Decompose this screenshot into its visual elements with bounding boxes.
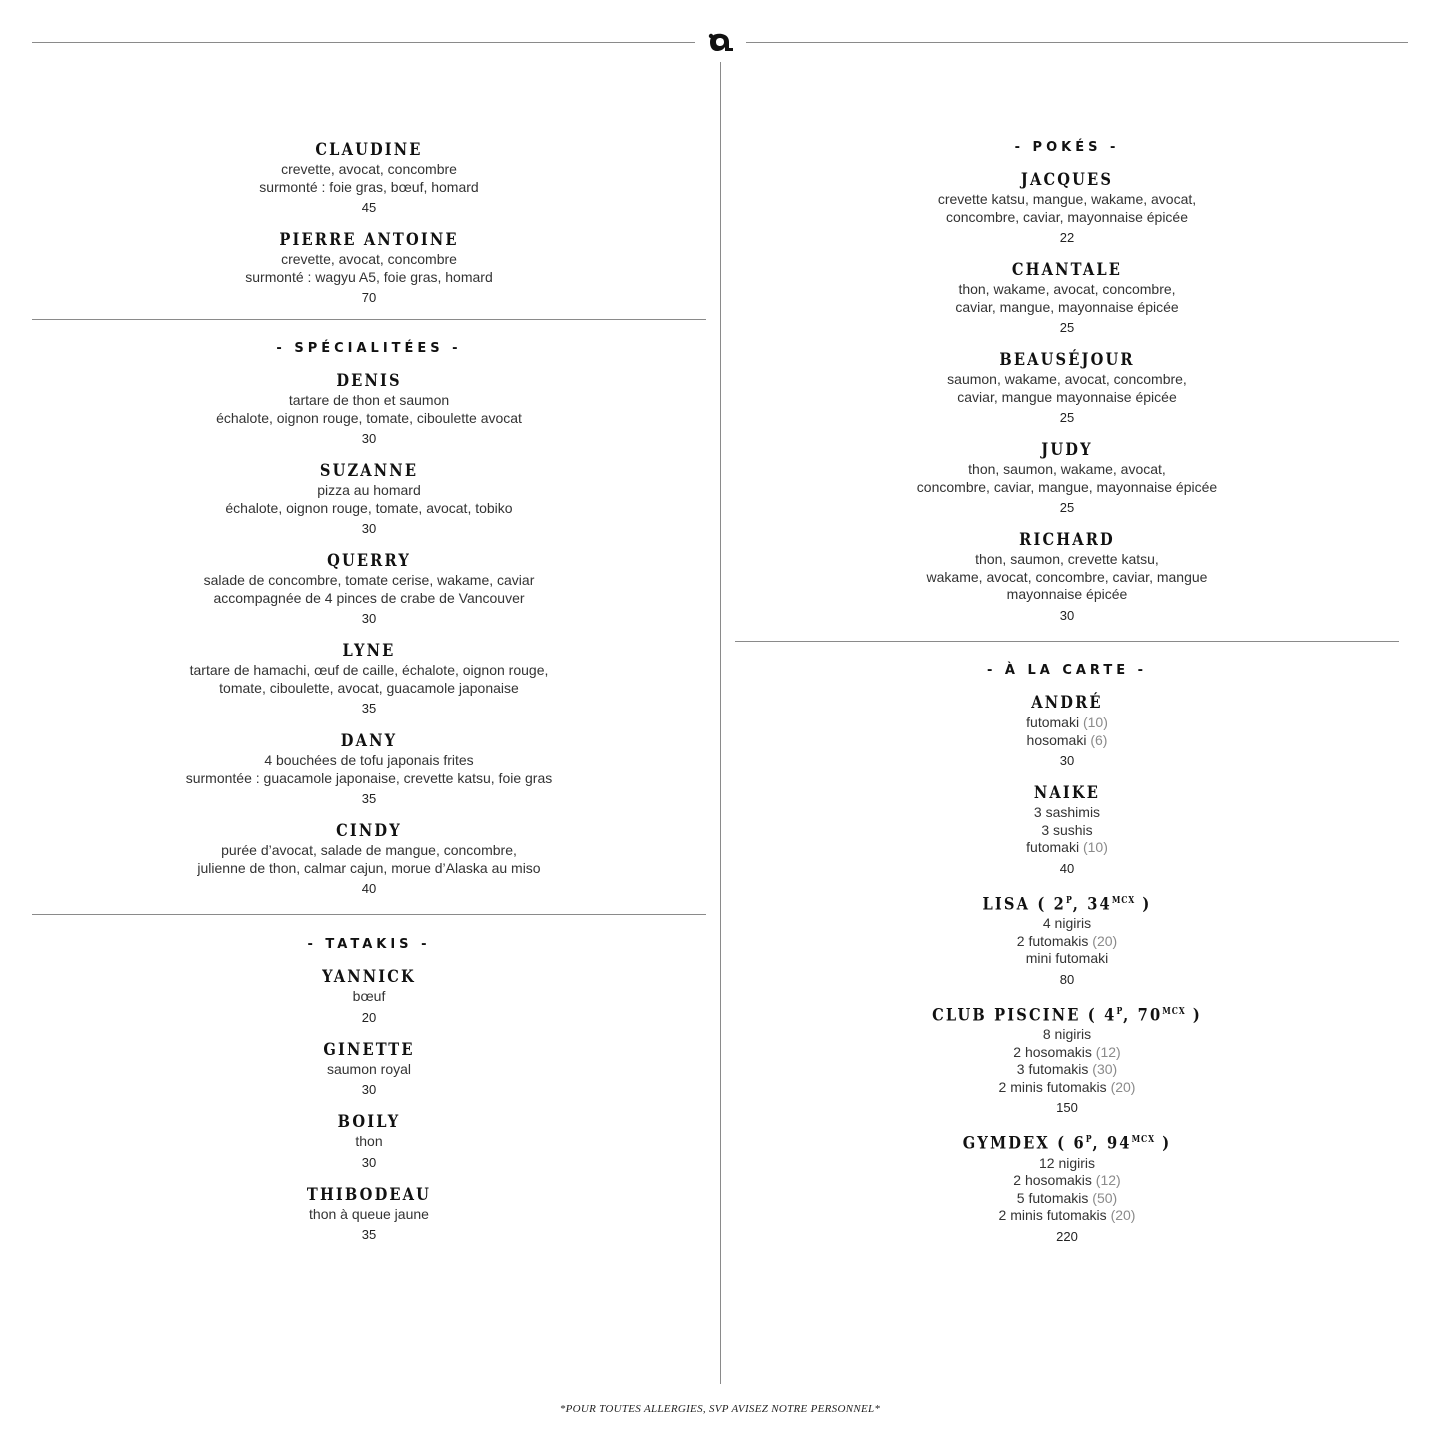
item-desc: futomaki (10) [1026, 714, 1108, 730]
section-title: - SPÉCIALITÉES - [276, 341, 462, 356]
section-title: - TATAKIS - [307, 937, 431, 952]
item-desc: 3 futomakis (30) [1016, 1061, 1118, 1078]
menu-item-naike [735, 782, 1399, 877]
menu-item-gymdex [735, 1129, 1399, 1245]
item-desc: 3 sashimis [1033, 804, 1101, 820]
item-price: 25 [1059, 410, 1075, 425]
item-desc: accompagnée de 4 pinces de crabe de Vancouver [213, 589, 525, 606]
menu-item-boily [32, 1111, 706, 1171]
item-price: 35 [361, 791, 377, 806]
item-desc: 8 nigiris [1042, 1026, 1092, 1043]
item-price: 25 [1059, 320, 1075, 335]
section-rule [32, 319, 706, 320]
item-desc: tomate, ciboulette, avocat, guacamole japonaise [219, 679, 519, 696]
menu-item-beausejour [735, 349, 1399, 426]
menu-item-chantale [735, 259, 1399, 336]
item-desc: 4 bouchées de tofu japonais frites [264, 752, 474, 768]
item-desc: tartare de thon et saumon [288, 392, 450, 408]
item-name: THIBODEAU [306, 1184, 432, 1205]
item-price: 70 [361, 290, 377, 305]
menu-item-claudine [32, 139, 706, 216]
item-desc: saumon, wakame, avocat, concombre, [947, 371, 1187, 387]
item-name: CHANTALE [1011, 260, 1123, 280]
item-price: 30 [1059, 753, 1075, 768]
item-name: JACQUES [1020, 170, 1114, 190]
item-desc: 3 sushis [1041, 821, 1093, 838]
item-name: DANY [340, 731, 398, 751]
item-desc: hosomaki (6) [1026, 731, 1108, 748]
item-name: LYNE [342, 641, 396, 661]
menu-item-dany [32, 730, 706, 807]
item-desc: bœuf [352, 988, 386, 1004]
menu-item-andre [735, 692, 1399, 769]
item-price: 25 [1059, 500, 1075, 515]
item-name: DENIS [336, 371, 402, 391]
menu-item-denis [32, 370, 706, 447]
item-desc: 12 nigiris [1038, 1154, 1096, 1171]
item-desc: futomaki (10) [1026, 839, 1108, 855]
item-price: 35 [361, 701, 377, 716]
item-desc: échalote, oignon rouge, tomate, avocat, tobiko [225, 499, 513, 516]
item-desc: 2 hosomakis (12) [1013, 1172, 1121, 1189]
item-desc: wakame, avocat, concombre, caviar, mangue [926, 568, 1208, 585]
item-desc: 2 hosomakis (12) [1013, 1043, 1121, 1060]
item-desc: 4 nigiris [1042, 915, 1092, 932]
item-price: 150 [1056, 1100, 1078, 1116]
item-desc: 2 minis futomakis (20) [998, 1207, 1136, 1224]
item-price: 220 [1056, 1228, 1078, 1244]
item-desc: surmonté : foie gras, bœuf, homard [259, 178, 479, 195]
item-name: GYMDEX ( $6^P$, $94^{MCX}$ ) [962, 1133, 1172, 1154]
item-desc: julienne de thon, calmar cajun, morue d’Alaska au miso [197, 859, 541, 876]
menu-item-suzanne [32, 460, 706, 537]
menu-item-thibodeau [32, 1184, 706, 1244]
item-desc: thon à queue jaune [309, 1205, 429, 1222]
item-desc: saumon royal [326, 1060, 412, 1077]
item-price: 30 [361, 431, 377, 446]
item-desc: caviar, mangue mayonnaise épicée [957, 388, 1177, 405]
item-name: RICHARD [1019, 530, 1115, 550]
item-desc: surmonté : wagyu A5, foie gras, homard [245, 268, 493, 285]
restaurant-logo-icon [704, 30, 736, 54]
item-price: 30 [361, 521, 377, 536]
item-desc: caviar, mangue, mayonnaise épicée [955, 298, 1179, 315]
item-desc: purée d’avocat, salade de mangue, concombre, [221, 842, 517, 858]
item-desc: mini futomaki [1025, 950, 1109, 967]
item-desc: mayonnaise épicée [1006, 586, 1128, 602]
item-desc: échalote, oignon rouge, tomate, ciboulette avocat [216, 409, 522, 426]
item-desc: crevette, avocat, concombre [281, 251, 457, 267]
item-name: BOILY [337, 1112, 401, 1132]
item-desc: crevette, avocat, concombre [281, 161, 457, 177]
section-rule [32, 914, 706, 915]
top-rule-left [32, 42, 695, 43]
item-desc: concombre, caviar, mangue, mayonnaise épicée [916, 478, 1218, 495]
item-name: BEAUSÉJOUR [999, 350, 1135, 370]
item-price: 30 [361, 611, 377, 626]
menu-item-ginette [32, 1039, 706, 1099]
item-name: CINDY [336, 821, 402, 841]
menu-item-lyne [32, 640, 706, 717]
allergy-footnote: *POUR TOUTES ALLERGIES, SVP AVISEZ NOTRE PERSONNEL* [559, 1403, 881, 1415]
item-name: LISA ( $2^P$, $34^{MCX}$ ) [982, 894, 1152, 915]
item-price: 40 [1059, 860, 1075, 876]
menu-item-richard [735, 529, 1399, 624]
item-name: CLAUDINE [315, 140, 423, 160]
item-name: NAIKE [1033, 783, 1101, 803]
item-name: QUERRY [327, 551, 411, 571]
menu-item-jacques [735, 169, 1399, 246]
item-desc: concombre, caviar, mayonnaise épicée [945, 208, 1189, 225]
item-desc: thon, saumon, crevette katsu, [975, 551, 1159, 567]
item-price: 45 [361, 200, 377, 215]
item-desc: surmontée : guacamole japonaise, crevette katsu, foie gras [185, 769, 553, 786]
item-price: 30 [361, 1082, 377, 1097]
top-rule-right [746, 42, 1408, 43]
item-desc: salade de concombre, tomate cerise, wakame, caviar [203, 572, 535, 588]
left-intro [32, 139, 706, 306]
section-pokes [735, 138, 1399, 624]
item-name: ANDRÉ [1031, 693, 1103, 713]
item-name: SUZANNE [319, 461, 419, 481]
menu-item-judy [735, 439, 1399, 516]
menu-item-cindy [32, 820, 706, 897]
item-name: PIERRE ANTOINE [279, 230, 459, 250]
section-tatakis [32, 935, 706, 1243]
item-price: 30 [1059, 607, 1075, 623]
menu-item-club-piscine [735, 1001, 1399, 1117]
item-price: 35 [361, 1227, 377, 1242]
menu-item-querry [32, 550, 706, 627]
item-desc: tartare de hamachi, œuf de caille, échalote, oignon rouge, [189, 662, 549, 678]
item-desc: 2 minis futomakis (20) [998, 1078, 1136, 1095]
item-desc: thon [355, 1133, 383, 1149]
item-desc: thon, saumon, wakame, avocat, [968, 461, 1166, 477]
item-name: JUDY [1041, 440, 1093, 460]
column-divider [720, 62, 721, 1384]
menu-item-pierre-antoine [32, 229, 706, 306]
section-a-la-carte [735, 661, 1399, 1245]
item-desc: pizza au homard [317, 482, 421, 498]
item-price: 80 [1059, 971, 1075, 987]
menu-item-yannick [32, 966, 706, 1026]
item-price: 30 [361, 1154, 377, 1170]
section-rule [735, 641, 1399, 642]
item-name: CLUB PISCINE ( $4^P$, $70^{MCX}$ ) [932, 1005, 1202, 1026]
item-name: GINETTE [323, 1039, 415, 1060]
item-desc: thon, wakame, avocat, concombre, [958, 281, 1176, 297]
item-price: 40 [361, 881, 377, 896]
item-desc: 2 futomakis (20) [1016, 932, 1118, 949]
item-desc: crevette katsu, mangue, wakame, avocat, [937, 191, 1197, 207]
section-title: - À LA CARTE - [986, 663, 1148, 678]
item-price: 22 [1059, 230, 1075, 245]
menu-item-lisa [735, 890, 1399, 988]
section-specialites [32, 339, 706, 897]
item-desc: 5 futomakis (50) [1016, 1189, 1118, 1206]
item-price: 20 [361, 1009, 377, 1025]
item-name: YANNICK [322, 967, 416, 987]
section-title: - POKÉS - [1014, 140, 1120, 155]
